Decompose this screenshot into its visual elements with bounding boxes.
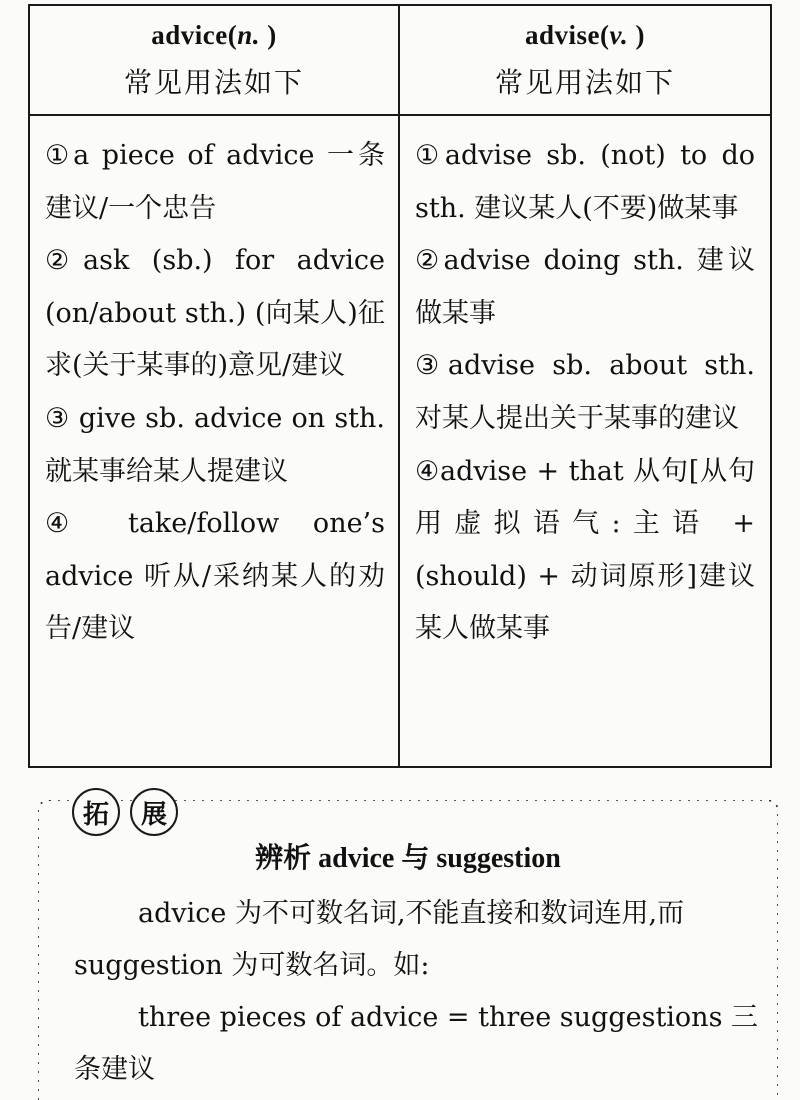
advise-usage-list	[415, 130, 755, 656]
advice-word: advice(n. )	[151, 19, 277, 50]
column-divider	[398, 6, 400, 766]
list-item: ④ take/follow one’s advice 听从/采纳某人的劝告/建议	[45, 508, 385, 645]
advise-header	[400, 6, 770, 114]
list-item: ②ask (sb.) for advice (on/about sth.) (向某人)征求(关于某事的)意见/建议	[45, 245, 385, 382]
list-item: ①advise sb. (not) to do sth. 建议某人(不要)做某事	[415, 140, 755, 224]
header-divider	[30, 114, 770, 116]
advice-header	[30, 6, 398, 114]
list-item: ①a piece of advice 一条建议/一个忠告	[45, 140, 385, 224]
paragraph: three pieces of advice = three suggestions 三条建议	[74, 1002, 759, 1085]
list-item: ③advise sb. about sth. 对某人提出关于某事的建议	[415, 350, 755, 434]
extension-box	[38, 800, 778, 1100]
advise-subtitle: 常见用法如下	[494, 65, 675, 99]
extension-body	[74, 888, 764, 1096]
advise-word: advise(v. )	[525, 19, 645, 50]
advice-subtitle: 常见用法如下	[123, 65, 304, 99]
usage-table	[28, 4, 772, 768]
paragraph: advice 为不可数名词,不能直接和数词连用,而 suggestion 为可数名词。如:	[74, 898, 685, 981]
list-item: ④advise + that 从句[从句用虚拟语气:主语 + (should) + 动词原形]建议某人做某事	[415, 455, 755, 645]
list-item: ②advise doing sth. 建议做某事	[415, 245, 755, 329]
badge-tuo: 拓	[72, 788, 120, 836]
extension-title: 辨析 advice 与 suggestion	[255, 843, 561, 874]
badge-zhan: 展	[130, 788, 178, 836]
list-item: ③ give sb. advice on sth. 就某事给某人提建议	[45, 402, 385, 487]
advice-usage-list	[45, 130, 385, 656]
